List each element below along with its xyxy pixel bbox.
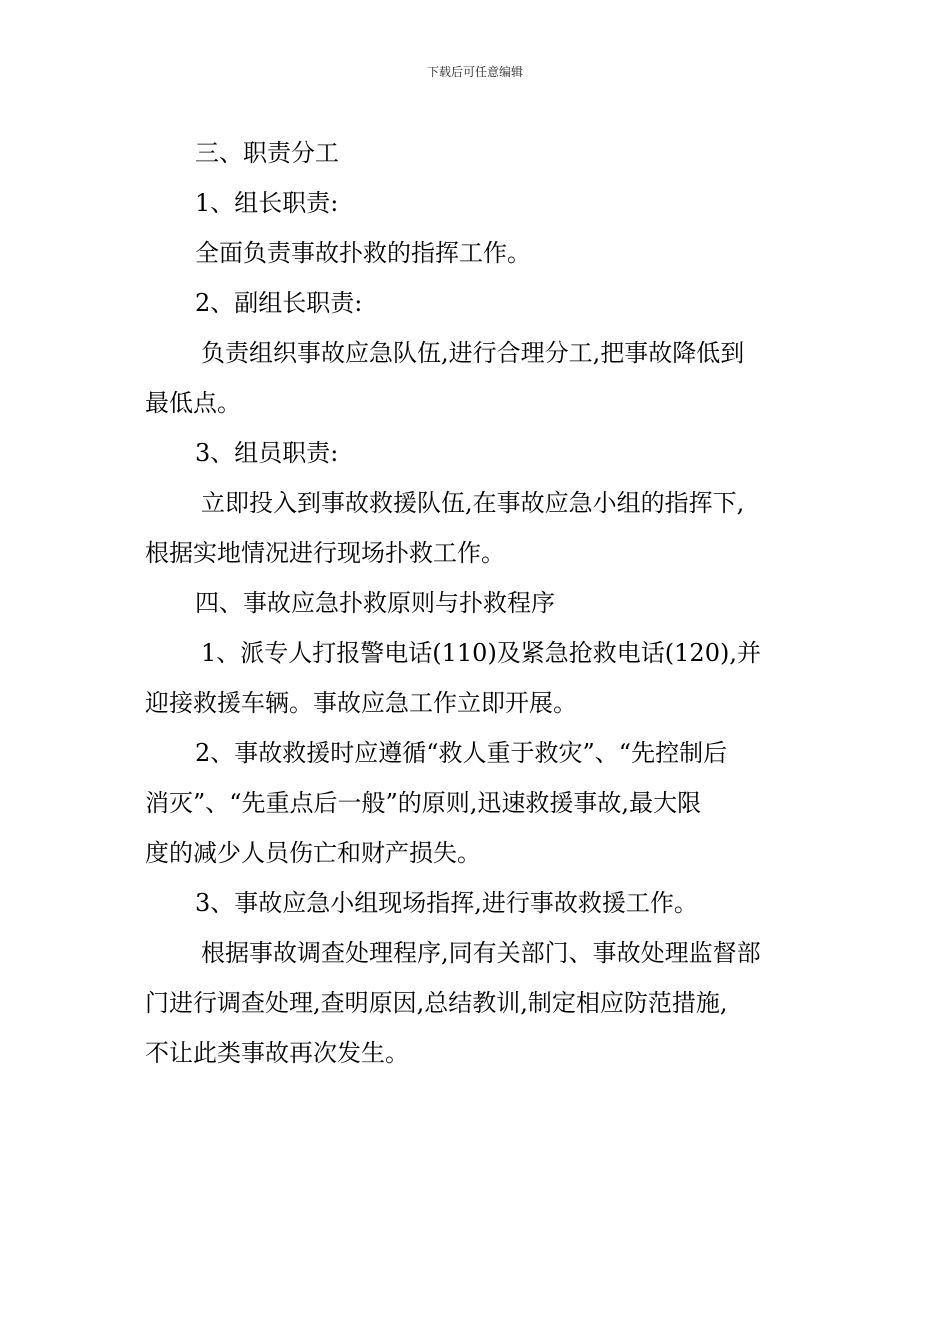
paragraph-line: 消灭”、“先重点后一般”的原则,迅速救援事故,最大限 <box>145 789 702 817</box>
paragraph-line: 门进行调查处理,查明原因,总结教训,制定相应防范措施, <box>145 989 728 1017</box>
paragraph-line: 负责组织事故应急队伍,进行合理分工,把事故降低到 <box>201 339 745 367</box>
paragraph-line: 不让此类事故再次发生。 <box>145 1039 409 1067</box>
section-heading-principles: 四、事故应急扑救原则与扑救程序 <box>195 589 555 617</box>
paragraph-line: 1、派专人打报警电话(110)及紧急抢救电话(120),并 <box>201 639 761 667</box>
document-body <box>145 128 810 1078</box>
item-deputy-leader-duties: 2、副组长职责: <box>195 289 363 317</box>
item-member-duties: 3、组员职责: <box>195 439 339 467</box>
paragraph-line: 根据实地情况进行现场扑救工作。 <box>145 539 505 567</box>
paragraph-line: 度的减少人员伤亡和财产损失。 <box>145 839 481 867</box>
paragraph-line: 最低点。 <box>145 389 241 417</box>
section-heading-duties: 三、职责分工 <box>195 139 339 167</box>
paragraph-line: 全面负责事故扑救的指挥工作。 <box>195 239 531 267</box>
paragraph-line: 迎接救援车辆。事故应急工作立即开展。 <box>145 689 577 717</box>
paragraph-line: 3、事故应急小组现场指挥,进行事故救援工作。 <box>195 889 698 917</box>
paragraph-line: 2、事故救援时应遵循“救人重于救灾”、“先控制后 <box>195 739 728 767</box>
page-header: 下载后可任意编辑 <box>426 65 523 79</box>
item-leader-duties: 1、组长职责: <box>195 189 339 217</box>
paragraph-line: 根据事故调查处理程序,同有关部门、事故处理监督部 <box>201 939 761 967</box>
paragraph-line: 立即投入到事故救援队伍,在事故应急小组的指挥下, <box>201 489 745 517</box>
